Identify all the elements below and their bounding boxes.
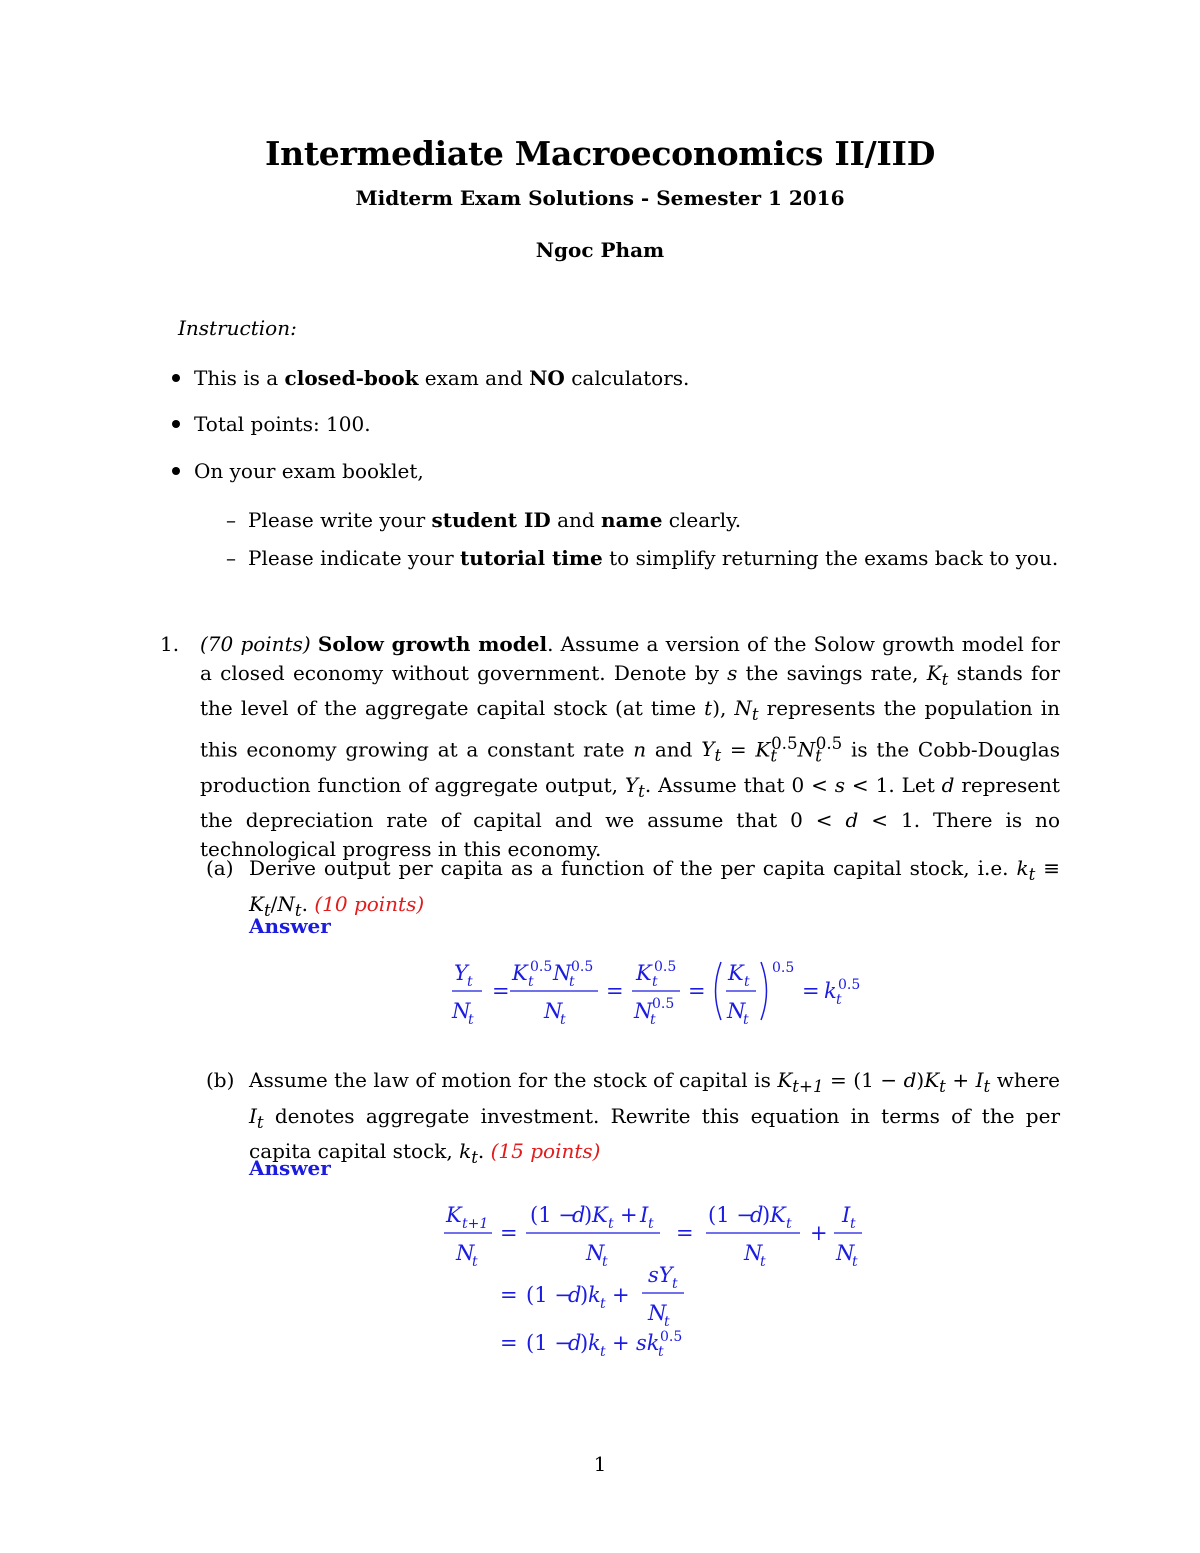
svg-text:): ) bbox=[584, 1203, 593, 1227]
svg-text:t: t bbox=[600, 1296, 606, 1312]
svg-text:=: = bbox=[500, 1331, 518, 1355]
svg-text:K: K bbox=[512, 961, 528, 985]
svg-text:t: t bbox=[528, 974, 534, 990]
svg-text:t: t bbox=[467, 974, 473, 990]
svg-text:d: d bbox=[750, 1203, 764, 1227]
instruction-label: Instruction: bbox=[178, 316, 297, 340]
answer-a-equation bbox=[440, 950, 880, 1030]
svg-text:t: t bbox=[560, 1012, 566, 1028]
svg-text:I: I bbox=[842, 1203, 851, 1227]
svg-text:I: I bbox=[640, 1203, 649, 1227]
svg-text:N: N bbox=[553, 961, 572, 985]
question-1 bbox=[160, 630, 1060, 863]
svg-text:t: t bbox=[786, 1216, 792, 1232]
instruction-bullet-1: This is a closed-book exam and NO calculators. bbox=[172, 366, 689, 390]
svg-text:t: t bbox=[760, 1254, 766, 1270]
svg-text:(1 −: (1 − bbox=[526, 1331, 572, 1355]
svg-text:=: = bbox=[492, 979, 510, 1003]
svg-text:t: t bbox=[608, 1216, 614, 1232]
svg-text:+: + bbox=[612, 1331, 630, 1355]
svg-text:t: t bbox=[744, 974, 750, 990]
svg-text:k: k bbox=[824, 979, 837, 1003]
svg-text:+: + bbox=[810, 1221, 828, 1245]
svg-text:0.5: 0.5 bbox=[660, 1329, 683, 1345]
svg-text:0.5: 0.5 bbox=[838, 977, 861, 993]
svg-text:k: k bbox=[588, 1283, 601, 1307]
instruction-bullet-2: Total points: 100. bbox=[172, 412, 371, 436]
svg-text:t: t bbox=[602, 1254, 608, 1270]
svg-text:t: t bbox=[650, 1012, 656, 1028]
svg-text:K: K bbox=[770, 1203, 786, 1227]
svg-text:=: = bbox=[676, 1221, 694, 1245]
svg-text:0.5: 0.5 bbox=[571, 959, 594, 975]
instruction-subbullet-1: – Please write your student ID and name clearly. bbox=[226, 508, 742, 532]
svg-text:(1 −: (1 − bbox=[708, 1203, 754, 1227]
svg-text:t: t bbox=[600, 1344, 606, 1360]
question-1-text: (70 points) Solow growth model. Assume a version of the Solow growth model for a closed economy without government. Denote by s the savings rate, $K_t$ stands for the level of the aggregate capital stock (at time t), $N_t$ represents the population in this economy growing at a constant rate n and $Y_t = K_t^{0.5}N_t^{0.5}$ is the Cobb-Douglas production function of aggregate output, $Y_t$. Assume that 0 < s < 1. Let d represent the depreciation rate of capital and we assume that 0 < d < 1. There is no technological progress in this economy. bbox=[200, 632, 1061, 861]
author-name: Ngoc Pham bbox=[535, 238, 665, 262]
svg-text:K: K bbox=[728, 961, 744, 985]
svg-text:+: + bbox=[620, 1203, 638, 1227]
svg-text:=: = bbox=[500, 1221, 518, 1245]
part-a-points: (10 points) bbox=[314, 891, 425, 916]
svg-text:t: t bbox=[836, 992, 842, 1008]
instruction-subbullet-2: – Please indicate your tutorial time to simplify returning the exams back to you. bbox=[226, 546, 1059, 570]
part-b-text: Assume the law of motion for the stock of capital is $K_{t+1} = (1 - d)K_t + I_t$ where $I_t$ denotes aggregate investment. Rewrite this equation in terms of the per capita capital stock, $k_t$. (15 points) bbox=[249, 1068, 1060, 1167]
page-subtitle: Midterm Exam Solutions - Semester 1 2016 bbox=[355, 186, 845, 210]
svg-text:N: N bbox=[452, 999, 471, 1023]
svg-text:(1 −: (1 − bbox=[530, 1203, 576, 1227]
answer-a-label: Answer bbox=[249, 914, 331, 938]
part-b-points: (15 points) bbox=[490, 1139, 601, 1163]
page-title: Intermediate Macroeconomics II/IID bbox=[264, 134, 936, 173]
svg-text:t+1: t+1 bbox=[462, 1216, 489, 1232]
svg-text:=: = bbox=[500, 1283, 518, 1307]
svg-text:t: t bbox=[658, 1344, 664, 1360]
part-b-label: (b) bbox=[206, 1068, 235, 1092]
svg-text:t: t bbox=[672, 1276, 678, 1292]
svg-text:N: N bbox=[727, 999, 746, 1023]
svg-text:0.5: 0.5 bbox=[652, 996, 675, 1012]
part-a-text: Derive output per capita as a function of the per capita capital stock, i.e. $k_t \equiv K_t/N_t$. (10 points) bbox=[249, 856, 1060, 920]
svg-text:N: N bbox=[648, 1301, 667, 1325]
svg-text:0.5: 0.5 bbox=[530, 959, 553, 975]
svg-text:): ) bbox=[580, 1331, 589, 1355]
svg-text:t: t bbox=[850, 1216, 856, 1232]
question-number: 1. bbox=[160, 632, 180, 656]
svg-text:K: K bbox=[636, 961, 652, 985]
bullet-dot-icon bbox=[172, 467, 180, 475]
svg-text:d: d bbox=[568, 1331, 582, 1355]
svg-text:N: N bbox=[836, 1241, 855, 1265]
svg-text:t: t bbox=[743, 1012, 749, 1028]
instruction-bullet-3: On your exam booklet, bbox=[172, 459, 424, 483]
bullet-dot-icon bbox=[172, 374, 180, 382]
svg-text:0.5: 0.5 bbox=[654, 959, 677, 975]
svg-text:k: k bbox=[588, 1331, 601, 1355]
svg-text:sk: sk bbox=[636, 1331, 660, 1355]
svg-text:N: N bbox=[634, 999, 653, 1023]
bullet-dot-icon bbox=[172, 420, 180, 428]
part-b bbox=[206, 1066, 1060, 1173]
svg-text:=: = bbox=[606, 979, 624, 1003]
svg-text:N: N bbox=[586, 1241, 605, 1265]
answer-b-label: Answer bbox=[249, 1156, 331, 1180]
svg-text:t: t bbox=[648, 1216, 654, 1232]
svg-text:t: t bbox=[472, 1254, 478, 1270]
svg-text:): ) bbox=[580, 1283, 589, 1307]
svg-text:K: K bbox=[446, 1203, 462, 1227]
svg-text:t: t bbox=[664, 1314, 670, 1330]
svg-text:(1 −: (1 − bbox=[526, 1283, 572, 1307]
svg-text:=: = bbox=[802, 979, 820, 1003]
svg-text:N: N bbox=[544, 999, 563, 1023]
answer-b-equation bbox=[440, 1192, 880, 1372]
svg-text:Y: Y bbox=[454, 961, 468, 985]
svg-text:d: d bbox=[568, 1283, 582, 1307]
svg-text:): ) bbox=[762, 1203, 771, 1227]
svg-text:t: t bbox=[569, 974, 575, 990]
svg-text:K: K bbox=[592, 1203, 608, 1227]
svg-text:t: t bbox=[852, 1254, 858, 1270]
svg-text:t: t bbox=[468, 1012, 474, 1028]
part-a-label: (a) bbox=[206, 856, 234, 880]
page-number: 1 bbox=[593, 1452, 607, 1476]
part-a bbox=[206, 854, 1060, 925]
svg-text:sY: sY bbox=[648, 1263, 673, 1287]
svg-text:N: N bbox=[744, 1241, 763, 1265]
svg-text:=: = bbox=[688, 979, 706, 1003]
svg-text:N: N bbox=[456, 1241, 475, 1265]
svg-text:d: d bbox=[572, 1203, 586, 1227]
svg-text:t: t bbox=[652, 974, 658, 990]
svg-text:0.5: 0.5 bbox=[772, 960, 795, 976]
svg-text:+: + bbox=[612, 1283, 630, 1307]
